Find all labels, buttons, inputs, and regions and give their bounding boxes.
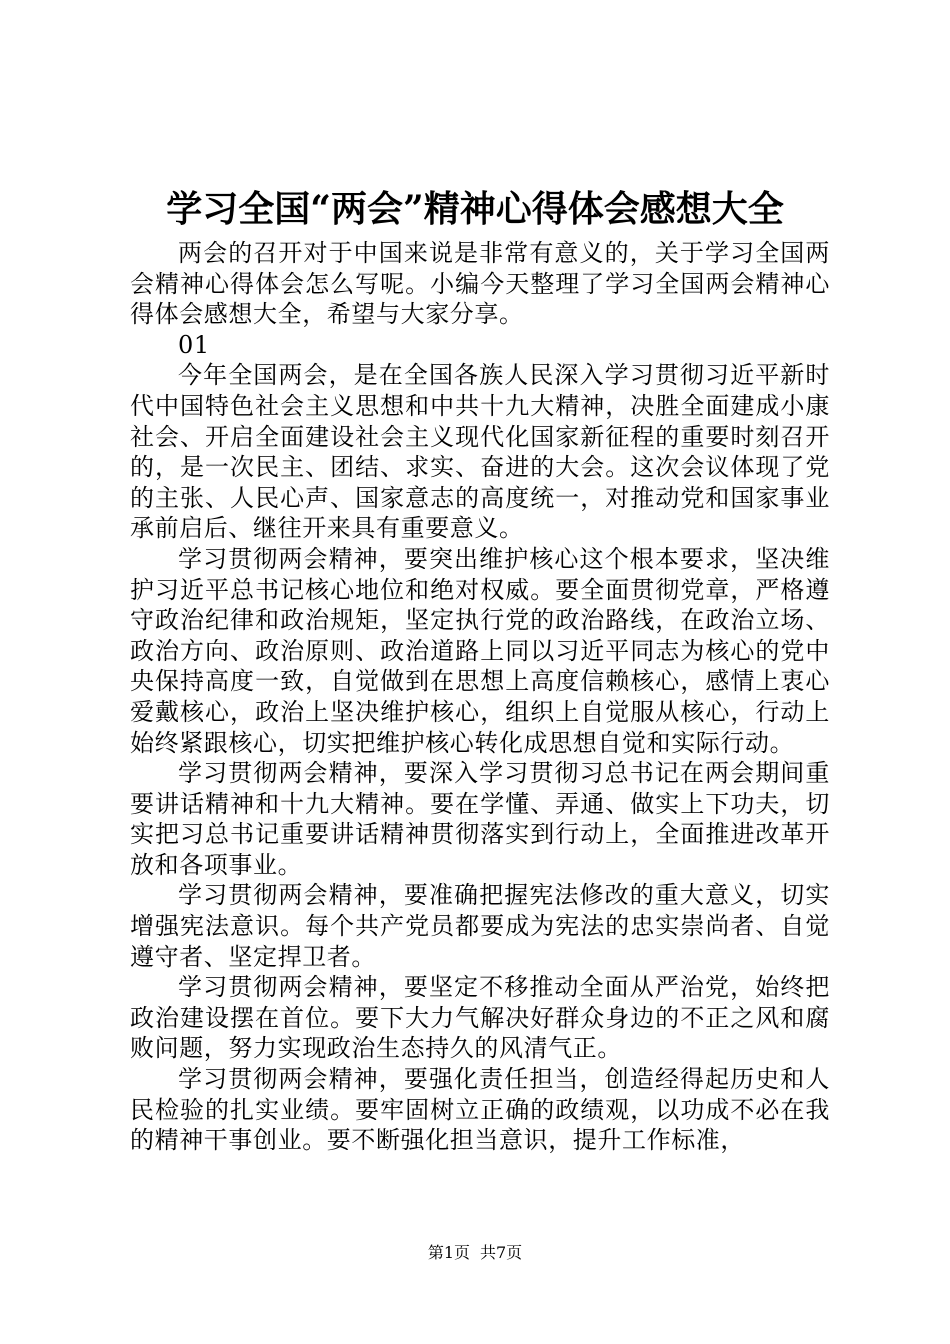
page-total: 共7页 xyxy=(480,1243,523,1262)
paragraph: 今年全国两会，是在全国各族人民深入学习贯彻习近平新时代中国特色社会主义思想和中共十九大精神，决胜全面建成小康社会、开启全面建设社会主义现代化国家新征程的重要时刻召开的，是一次民主、团结、求实、奋进的大会。这次会议体现了党的主张、人民心声、国家意志的高度统一，对推动党和国家事业承前启后、继往开来具有重要意义。 xyxy=(130,361,830,543)
paragraph: 学习贯彻两会精神，要准确把握宪法修改的重大意义，切实增强宪法意识。每个共产党员都要成为宪法的忠实崇尚者、自觉遵守者、坚定捍卫者。 xyxy=(130,881,830,971)
paragraph: 学习贯彻两会精神，要强化责任担当，创造经得起历史和人民检验的扎实业绩。要牢固树立正确的政绩观，以功成不必在我的精神干事创业。要不断强化担当意识，提升工作标准， xyxy=(130,1065,830,1155)
page-number: 第1页 xyxy=(427,1243,470,1262)
document-title: 学习全国“两会”精神心得体会感想大全 xyxy=(166,188,784,230)
page-footer xyxy=(0,1242,950,1264)
paragraph-intro: 两会的召开对于中国来说是非常有意义的，关于学习全国两会精神心得体会怎么写呢。小编今天整理了学习全国两会精神心得体会感想大全，希望与大家分享。 xyxy=(130,239,830,329)
paragraph: 学习贯彻两会精神，要坚定不移推动全面从严治党，始终把政治建设摆在首位。要下大力气解决好群众身边的不正之风和腐败问题，努力实现政治生态持久的风清气正。 xyxy=(130,973,830,1063)
document-body xyxy=(130,238,830,1156)
paragraph: 学习贯彻两会精神，要深入学习贯彻习总书记在两会期间重要讲话精神和十九大精神。要在学懂、弄通、做实上下功夫，切实把习总书记重要讲话精神贯彻落实到行动上，全面推进改革开放和各项事业。 xyxy=(130,759,830,879)
section-number: 01 xyxy=(178,330,210,359)
paragraph: 学习贯彻两会精神，要突出维护核心这个根本要求，坚决维护习近平总书记核心地位和绝对权威。要全面贯彻党章，严格遵守政治纪律和政治规矩，坚定执行党的政治路线，在政治立场、政治方向、政治原则、政治道路上同以习近平同志为核心的党中央保持高度一致，自觉做到在思想上高度信赖核心，感情上衷心爱戴核心，政治上坚决维护核心，组织上自觉服从核心，行动上始终紧跟核心，切实把维护核心转化成思想自觉和实际行动。 xyxy=(130,544,830,757)
